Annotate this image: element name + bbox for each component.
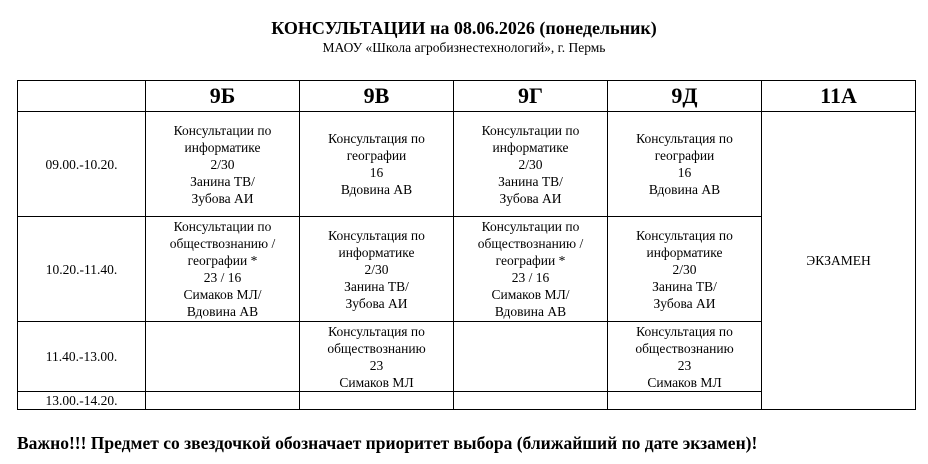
schedule-cell: Консультация по информатике 2/30 Занина ТВ/ Зубова АИ xyxy=(300,217,454,322)
column-header-11a: 11А xyxy=(762,81,916,112)
schedule-cell: Консультации по информатике 2/30 Занина ТВ/ Зубова АИ xyxy=(146,112,300,217)
time-slot: 13.00.-14.20. xyxy=(18,392,146,410)
page-subtitle: МАОУ «Школа агробизнестехнологий», г. Пермь xyxy=(322,40,606,55)
schedule-cell xyxy=(146,392,300,410)
column-header-9g: 9Г xyxy=(454,81,608,112)
schedule-cell: Консультация по географии 16 Вдовина АВ xyxy=(608,112,762,217)
schedule-cell xyxy=(454,392,608,410)
column-header-9d: 9Д xyxy=(608,81,762,112)
schedule-cell: Консультации по информатике 2/30 Занина ТВ/ Зубова АИ xyxy=(454,112,608,217)
schedule-cell xyxy=(608,392,762,410)
time-slot: 10.20.-11.40. xyxy=(18,217,146,322)
schedule-cell: Консультации по обществознанию / географии * 23 / 16 Симаков МЛ/ Вдовина АВ xyxy=(146,217,300,322)
time-slot: 11.40.-13.00. xyxy=(18,322,146,392)
schedule-cell xyxy=(300,392,454,410)
time-slot: 09.00.-10.20. xyxy=(18,112,146,217)
header-row xyxy=(18,81,916,112)
column-header-time xyxy=(18,81,146,112)
exam-cell-11a: ЭКЗАМЕН xyxy=(762,112,916,410)
schedule-cell xyxy=(454,322,608,392)
schedule-cell: Консультация по обществознанию 23 Симаков МЛ xyxy=(608,322,762,392)
schedule-cell xyxy=(146,322,300,392)
page-title: КОНСУЛЬТАЦИИ на 08.06.2026 (понедельник) xyxy=(271,18,657,38)
table-row xyxy=(18,112,916,217)
schedule-cell: Консультации по обществознанию / географии * 23 / 16 Симаков МЛ/ Вдовина АВ xyxy=(454,217,608,322)
schedule-cell: Консультация по обществознанию 23 Симаков МЛ xyxy=(300,322,454,392)
schedule-cell: Консультация по географии 16 Вдовина АВ xyxy=(300,112,454,217)
column-header-9b: 9Б xyxy=(146,81,300,112)
schedule-cell: Консультация по информатике 2/30 Занина ТВ/ Зубова АИ xyxy=(608,217,762,322)
priority-note: Важно!!! Предмет со звездочкой обозначает приоритет выбора (ближайший по дате экзамен)! xyxy=(17,433,758,453)
column-header-9v: 9В xyxy=(300,81,454,112)
schedule-table xyxy=(17,80,916,410)
